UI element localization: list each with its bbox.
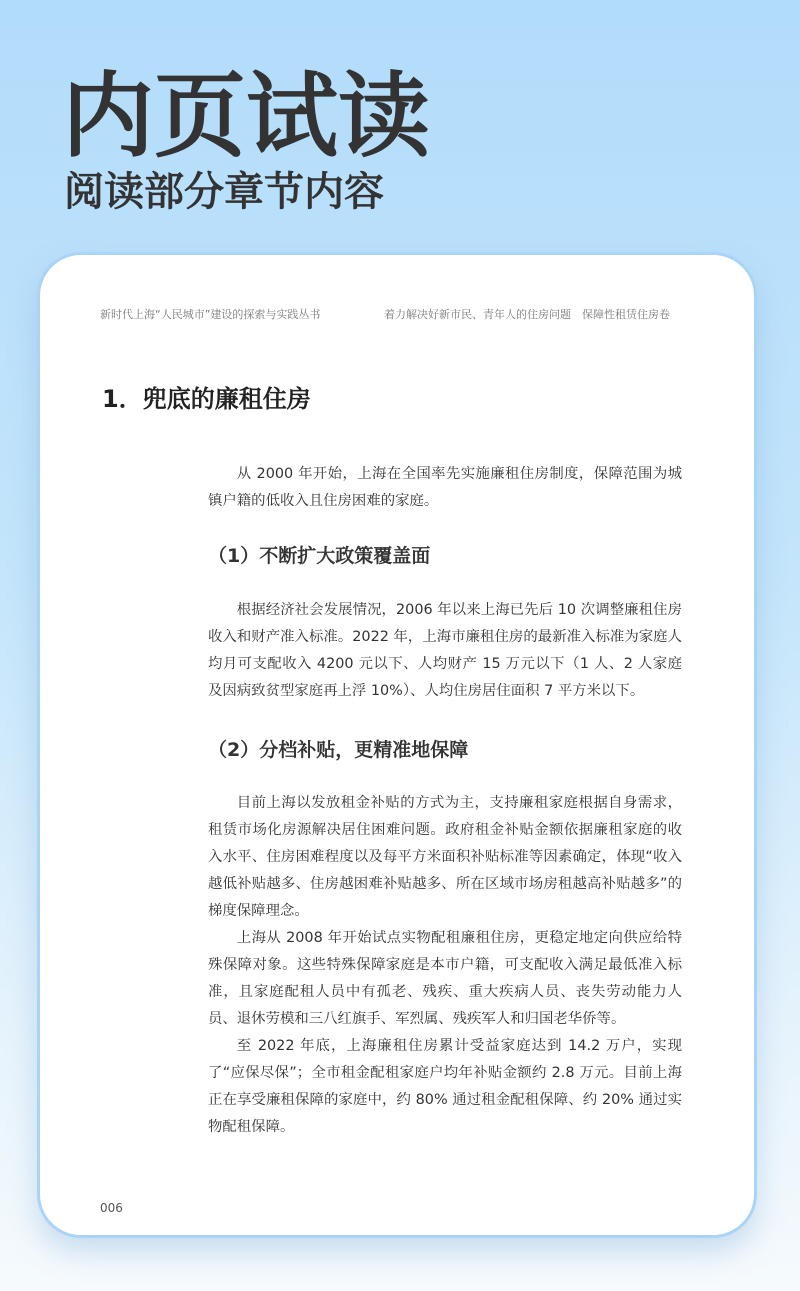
section-2-paragraph-2: 上海从 2008 年开始试点实物配租廉租住房，更稳定地定向供应给特殊保障对象。这些特殊保障家庭是本市户籍，可支配收入满足最低准入标准，且家庭配租人员中有孤老、残疾、重大疾病人员、丧失劳动能力人员、退休劳模和三八红旗手、军烈属、残疾军人和归国老华侨等。 [208, 930, 682, 1027]
section-2-body [208, 790, 682, 1141]
section-2-paragraph-1: 目前上海以发放租金补贴的方式为主，支持廉租家庭根据自身需求，租赁市场化房源解决居住困难问题。政府租金补贴金额依据廉租家庭的收入水平、住房困难程度以及每平方米面积补贴标准等因素确定，体现“收入越低补贴越多、住房越困难补贴越多、所在区域市场房租越高补贴越多”的梯度保障理念。 [208, 795, 682, 919]
chapter-heading: 1．兜底的廉租住房 [102, 385, 311, 413]
section-1 [208, 541, 682, 571]
section-1-body [208, 597, 682, 705]
section-1-paragraph: 根据经济社会发展情况，2006 年以来上海已先后 10 次调整廉租住房收入和财产准入标准。2022 年，上海市廉租住房的最新准入标准为家庭人均月可支配收入 4200 元以下、人均财产 15 万元以下（1 人、2 人家庭及因病致贫型家庭再上浮 10%）、人均住房居住面积 7 平方米以下。 [208, 602, 682, 699]
intro-paragraph: 从 2000 年开始，上海在全国率先实施廉租住房制度，保障范围为城镇户籍的低收入且住房困难的家庭。 [208, 466, 682, 509]
running-header-series-title: 新时代上海“人民城市”建设的探索与实践丛书 [100, 308, 321, 321]
hero-subtitle: 阅读部分章节内容 [64, 169, 384, 215]
running-header-volume-title: 着力解决好新市民、青年人的住房问题 保障性租赁住房卷 [384, 308, 670, 321]
section-heading-1: （1）不断扩大政策覆盖面 [208, 545, 431, 567]
hero-title: 内页试读 [62, 63, 431, 170]
intro-block [208, 461, 682, 515]
section-2-paragraph-3: 至 2022 年底，上海廉租住房累计受益家庭达到 14.2 万户，实现了“应保尽保”；全市租金配租家庭户均年补贴金额约 2.8 万元。目前上海正在享受廉租保障的家庭中，约 80% 通过租金配租保障、约 20% 通过实物配租保障。 [208, 1038, 682, 1135]
page-number: 006 [100, 1201, 123, 1215]
section-2 [208, 735, 682, 765]
section-heading-2: （2）分档补贴，更精准地保障 [208, 739, 469, 761]
book-page-preview [37, 252, 757, 1238]
